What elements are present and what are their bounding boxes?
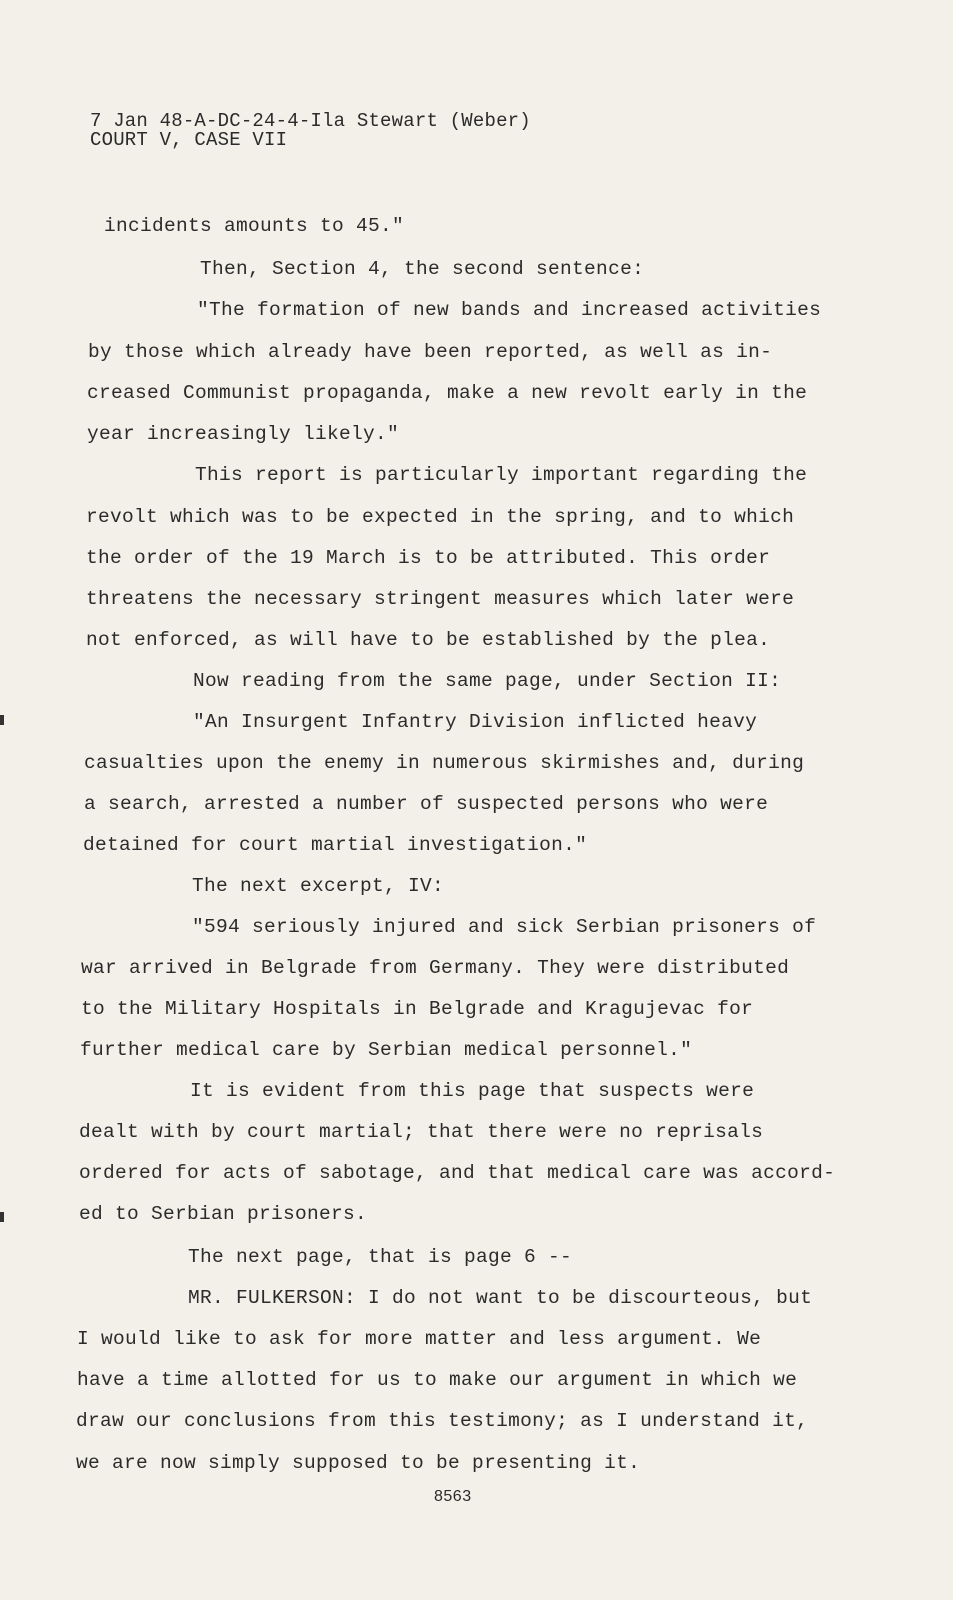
binding-mark: [0, 715, 4, 725]
body-line: further medical care by Serbian medical personnel.": [80, 1039, 693, 1061]
body-line: revolt which was to be expected in the spring, and to which: [86, 506, 795, 528]
body-line: ed to Serbian prisoners.: [79, 1203, 368, 1225]
body-line: The next page, that is page 6 --: [188, 1246, 573, 1268]
body-line: dealt with by court martial; that there were no reprisals: [79, 1121, 764, 1143]
body-line: Then, Section 4, the second sentence:: [200, 258, 645, 280]
header-line-1: 7 Jan 48-A-DC-24-4-Ila Stewart (Weber): [90, 110, 531, 132]
body-line: detained for court martial investigation.": [83, 834, 588, 856]
body-line: to the Military Hospitals in Belgrade and Kragujevac for: [81, 998, 754, 1020]
body-line: incidents amounts to 45.": [104, 215, 405, 237]
body-line: draw our conclusions from this testimony; as I understand it,: [76, 1410, 809, 1432]
body-line: by those which already have been reported, as well as in-: [88, 341, 773, 363]
body-line: a search, arrested a number of suspected persons who were: [84, 793, 769, 815]
body-line: Now reading from the same page, under Section II:: [193, 670, 782, 692]
page-number: 8563: [434, 1488, 472, 1505]
body-line: we are now simply supposed to be presenting it.: [76, 1452, 641, 1474]
body-line: It is evident from this page that suspects were: [190, 1080, 755, 1102]
binding-mark: [0, 1212, 4, 1222]
header-line-2: COURT V, CASE VII: [90, 129, 288, 151]
body-line: "An Insurgent Infantry Division inflicted heavy: [193, 711, 758, 733]
body-line: war arrived in Belgrade from Germany. They were distributed: [81, 957, 790, 979]
body-line: threatens the necessary stringent measures which later were: [86, 588, 795, 610]
body-line: the order of the 19 March is to be attributed. This order: [86, 547, 771, 569]
body-line: I would like to ask for more matter and less argument. We: [77, 1328, 762, 1350]
body-line: not enforced, as will have to be established by the plea.: [86, 629, 771, 651]
body-line: year increasingly likely.": [87, 423, 400, 445]
body-line: "594 seriously injured and sick Serbian prisoners of: [192, 916, 817, 938]
body-line: The next excerpt, IV:: [192, 875, 445, 897]
body-line: creased Communist propaganda, make a new revolt early in the: [87, 382, 808, 404]
body-line: This report is particularly important regarding the: [195, 464, 808, 486]
body-line: "The formation of new bands and increased activities: [197, 299, 822, 321]
body-line: MR. FULKERSON: I do not want to be discourteous, but: [188, 1287, 813, 1309]
body-line: have a time allotted for us to make our argument in which we: [77, 1369, 798, 1391]
document-header: [90, 112, 531, 150]
body-line: ordered for acts of sabotage, and that medical care was accord-: [79, 1162, 836, 1184]
body-line: casualties upon the enemy in numerous skirmishes and, during: [84, 752, 805, 774]
